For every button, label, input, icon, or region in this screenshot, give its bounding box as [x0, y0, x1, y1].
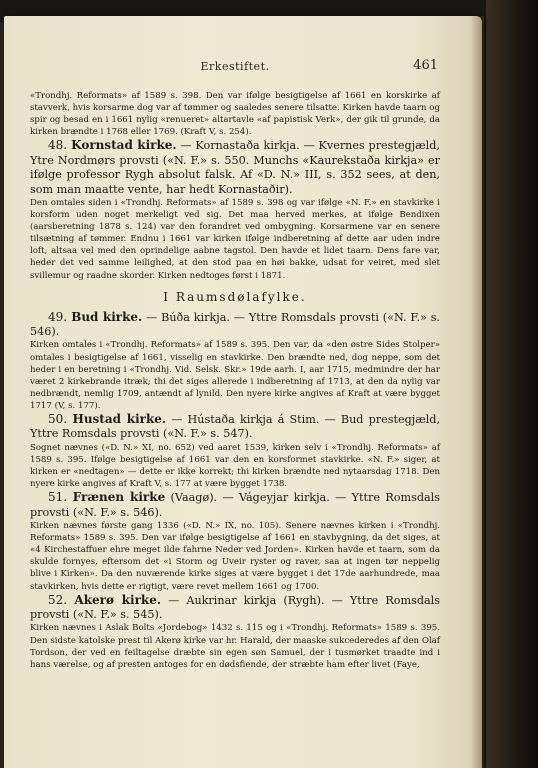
church-name: Akerø kirke. [74, 592, 162, 607]
paragraph-text: Kirken omtales i «Trondhj. Reformats» af 1589 s. 395. Den var, da «den østre Sides Stolper» omtales i besigtigelse af 1661, visselig en stavkirke. Den brændte ned, dog neppe, som det heder i en beretning i «Trondhj. Vid. Selsk. Skr.» 19de aarh. I, aar 1715, medmindre der har været 2 kirkebrande itræk; thi det siges allerede i indberetning af 1713, at den da nylig var nedbrændt, nemlig 1709, antændt af lynild. Den nyere kirke angives af Kraft at være bygget 1717 (V, s. 177). [30, 340, 440, 411]
paragraph-text: — Kornastaða kirkja. — Kvernes prestegjæld, Ytre Nordmørs provsti («N. F.» s. 550. Munchs «Kaurekstaða kirkja» er ifølge professor Rygh absolut falsk. Af «D. N.» III, s. 352 sees, at den, som man maatte vente, har hedt Kornastaðir). [30, 139, 440, 196]
paragraph-text: «Trondhj. Reformats» af 1589 s. 398. Den var ifølge besigtigelse af 1661 en korskirke af stavverk, hvis korsarme dog var af tømmer og saaledes senere tilsatte. Kirken havde taarn og spir og besad en i 1661 nylig «renueret» altartavle «af papistisk Verk», der gik til grunde, da kirken brændte i 1768 eller 1769. (Kraft V, s. 254). [30, 91, 440, 138]
page-body [30, 90, 440, 671]
page-number: 461 [413, 58, 438, 73]
entry-number: 49. [48, 309, 72, 324]
entry-number: 48. [48, 138, 72, 153]
entry-heading-paragraph [30, 138, 440, 197]
body-paragraph [30, 622, 440, 670]
entry-heading-paragraph [30, 490, 440, 520]
paragraph-text: — Vágeyjar kirkja. — Yttre Romsdals provsti («N. F.» s. 546). [30, 491, 440, 519]
running-header [30, 60, 440, 76]
church-name: Hustad kirke. [72, 412, 167, 427]
entry-heading-paragraph [30, 310, 440, 340]
paragraph-text: Sognet nævnes («D. N.» XI, no. 652) ved aaret 1539, kirken selv i «Trondhj. Reformats» af 1589 s. 395. Ifølge besigtigelse af 1661 var den en korsformet stavkirke. «N. F.» siger, at kirken er «nedtagen» — dette er ikke korrekt; thi kirken brændte ned nytaarsdag 1718. Den nyere kirke angives af Kraft V, s. 177 at være bygget 1738. [30, 442, 440, 490]
body-paragraph [30, 442, 440, 490]
church-name: Bud kirke. [71, 309, 143, 324]
church-name: Kornstad kirke. [71, 138, 177, 153]
body-paragraph [30, 520, 440, 593]
church-alt-name: (Vaagø). [165, 491, 218, 505]
running-header-title: Erkestiftet. [200, 60, 270, 73]
body-paragraph [30, 339, 440, 412]
church-name: Frænen kirke [72, 490, 166, 505]
paragraph-text: — Aukrinar kirkja (Rygh). — Yttre Romsdals provsti («N. F.» s. 545). [30, 593, 440, 621]
paragraph-text: — Hústaða kirkja á Stim. — Bud prestegjæld, Yttre Romsdals provsti («N. F.» s. 547). [30, 413, 441, 441]
entry-heading-paragraph [30, 593, 440, 623]
book-spine [486, 0, 538, 768]
body-paragraph [30, 90, 440, 138]
section-heading: I Raumsdølafylke. [163, 289, 307, 304]
paragraph-text: Kirken nævnes i Aslak Bolts «Jordebog» 1432 s. 115 og i «Trondhj. Reformats» 1589 s. 395. Den sidste katolske prest til Akerø kirke var hr. Harald, der maaske sukcederedes af den Olaf Tordson, der ved en feiltagelse dræbte sin egen søn Samuel, der i tusmørket traadte ind i hans værelse, og af presten antoges for en dødsfiende, der stræbte ham efter livet (Faye, [30, 623, 440, 670]
body-paragraph [30, 197, 440, 282]
page-gutter-shadow [470, 16, 484, 768]
paragraph-text: Den omtales siden i «Trondhj. Reformats» af 1589 s. 398 og var ifølge «N. F.» en stavkirke i korsform uden noget merkeligt ved sig. Det maa herved merkes, at ifølge Bendixen (aarsberetning 1878 s. 124) var den forandret ved ombygning. Korsarmene var en senere tilsætning af tømmer. Endnu i 1661 var kirken ifølge indberetning af dette aar uden indre loft, altsaa vel med den oprindelige aabne tagstol. Den havde et lidet taarn. Dens fare var, heder det ved samme leilighed, at den stod paa en høi bakke, udsat for veiret, med slet svillemur og raadne skorder. Kirken nedtoges først i 1871. [30, 198, 440, 281]
paragraph-text: — Búða kirkja. — Yttre Romsdals provsti («N. F.» s. 546). [30, 310, 440, 339]
entry-heading-paragraph [30, 412, 440, 442]
entry-number: 51. [48, 490, 73, 505]
entry-number: 52. [48, 592, 75, 607]
entry-number: 50. [48, 412, 73, 427]
paragraph-text: Kirken nævnes første gang 1336 («D. N.» IX, no. 105). Senere nævnes kirken i «Trondhj. Reformats» 1589 s. 395. Den var ifølge besigtigelse af 1661 en stavbygning, da det siges, at «4 Kirchestaffuer ehre meget ilde fahrne Neder ved Jorden». Kirken havde et taarn, som da skulde fornyes, eftersom det «i Storm og Uveir ryster og raver, saa at ingen tør neppelig blive i Kirken». Da den nuværende kirke siges at være bygget i det 17de aarhundrede, maa stavkirken, hvis dette er rigtigt, være revet mellem 1661 og 1700. [30, 521, 440, 592]
